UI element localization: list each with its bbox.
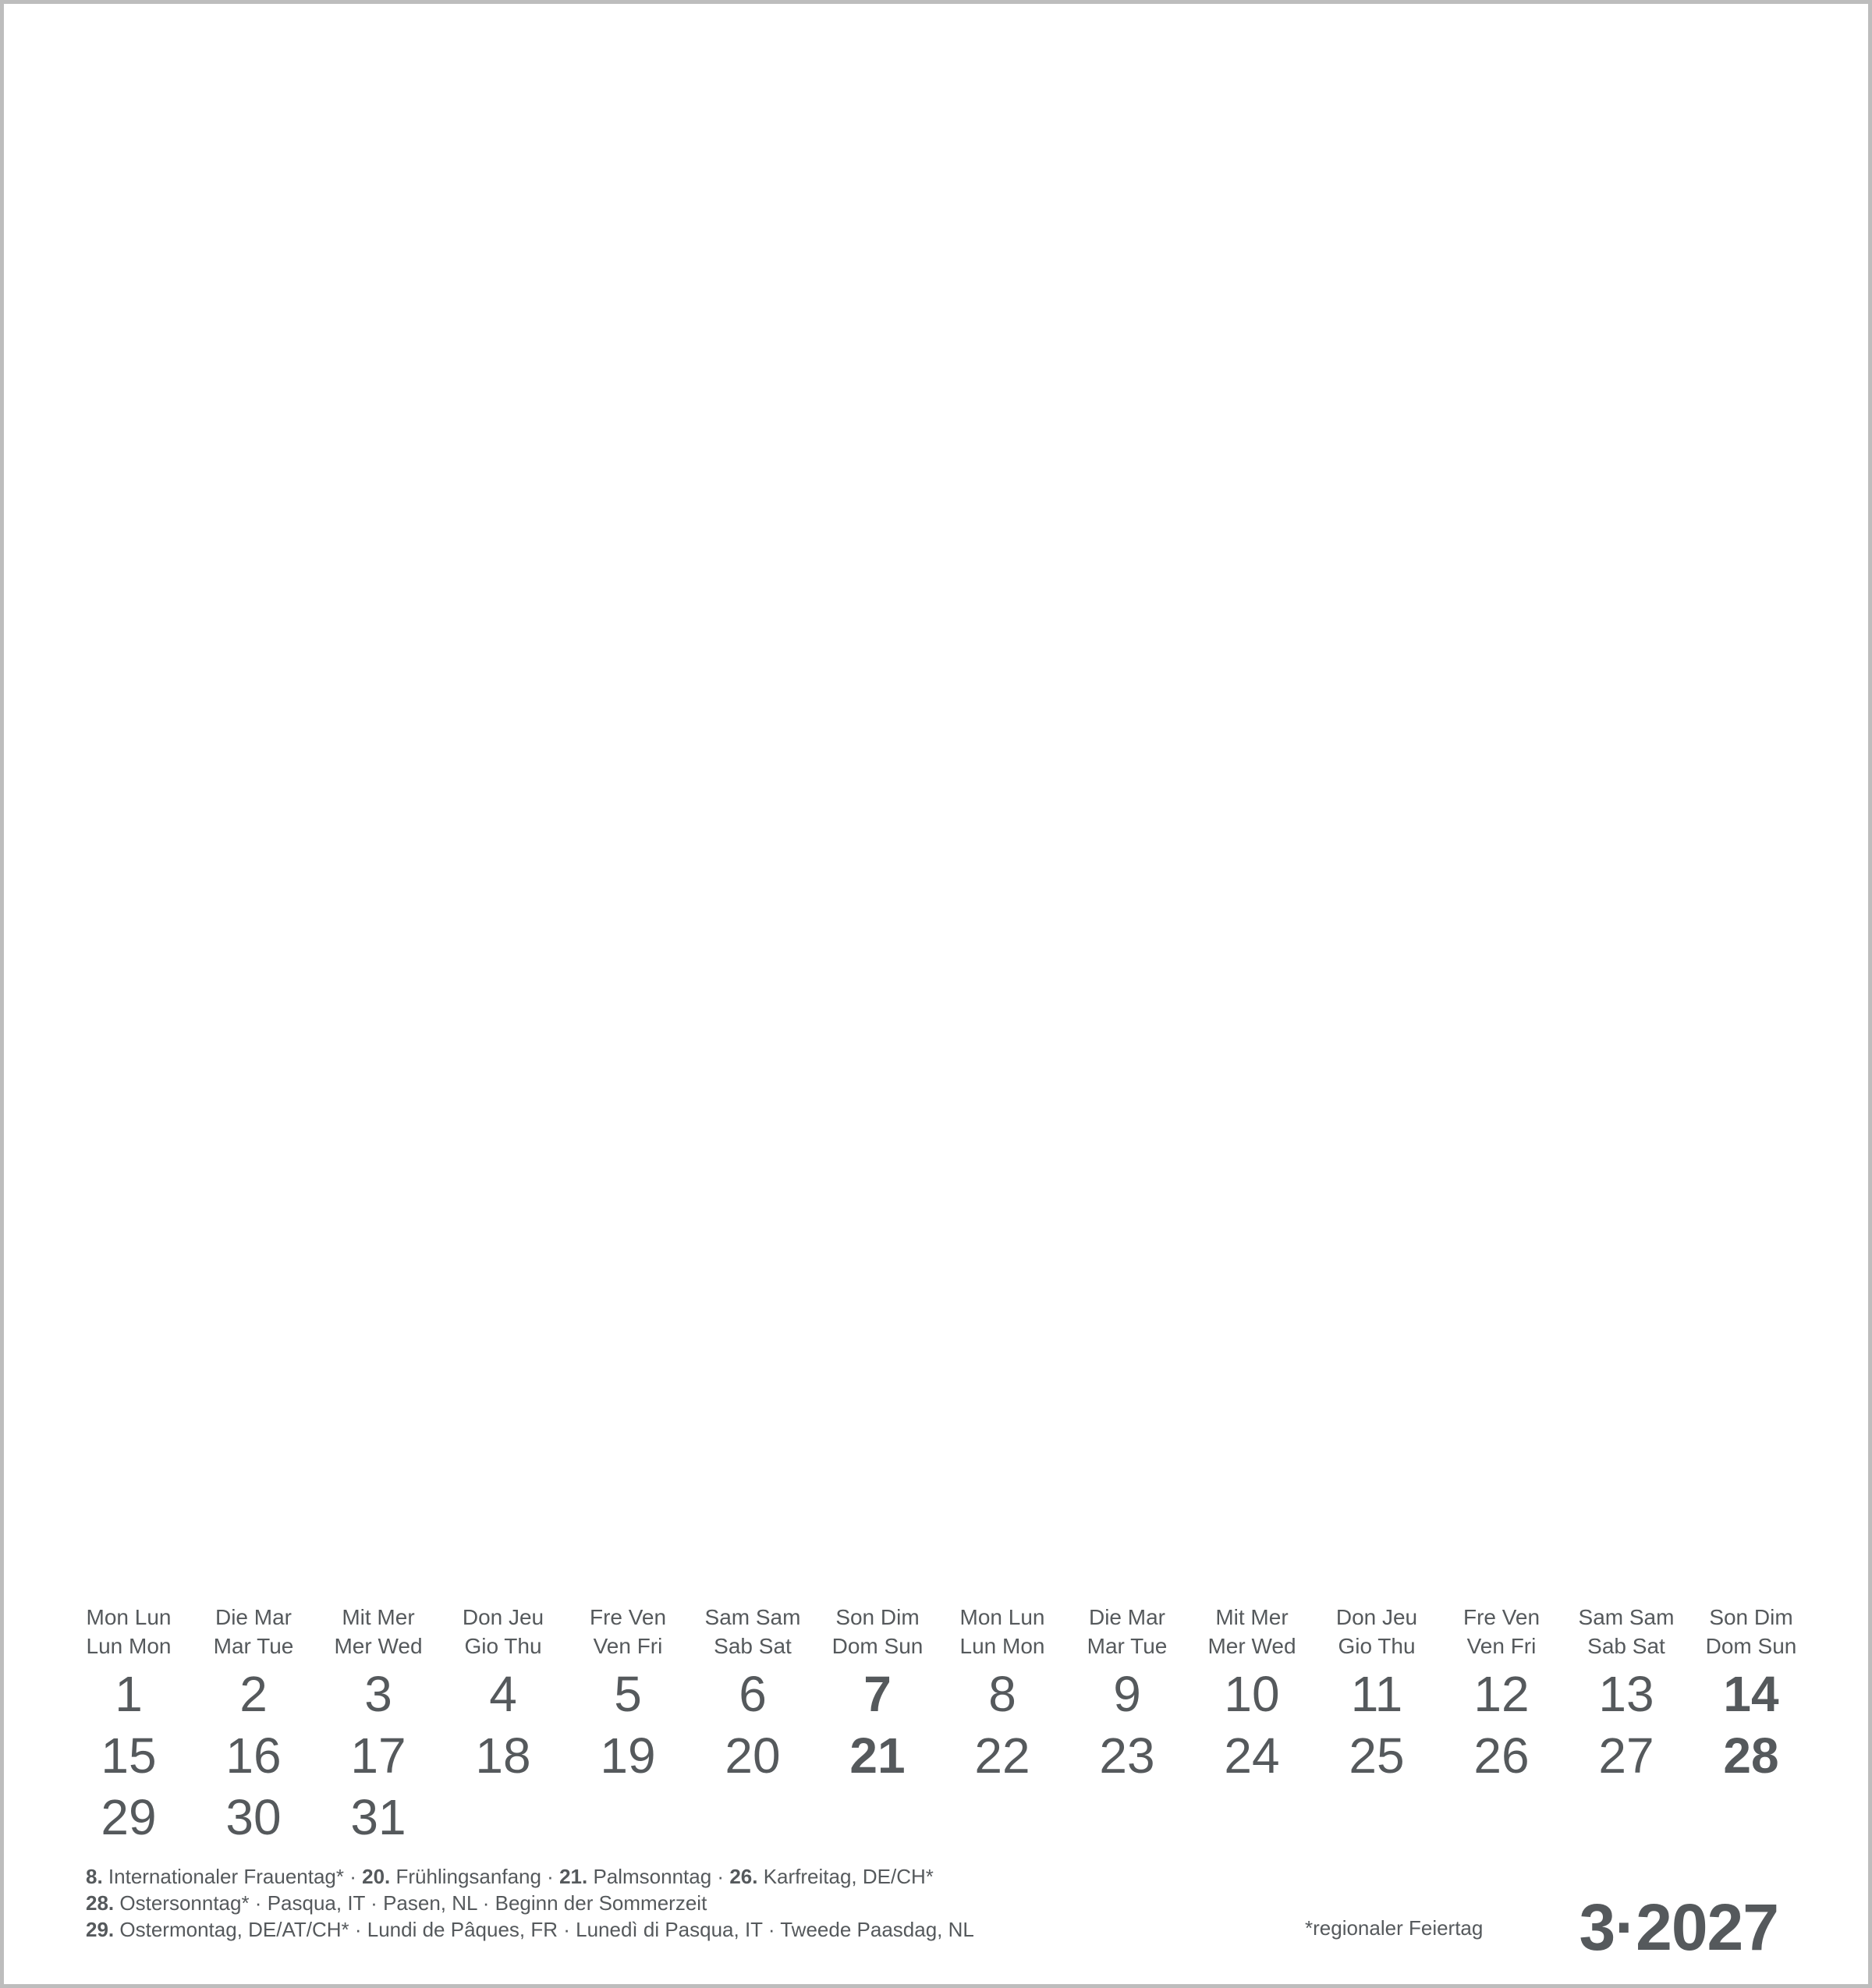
- sunday-date: 21: [849, 1728, 906, 1784]
- week-row: [66, 1662, 1814, 1724]
- weekday-label: Fre Ven: [1462, 1605, 1540, 1629]
- weekday-label: Ven Fri: [1466, 1634, 1537, 1658]
- date-cell: 5: [614, 1666, 642, 1722]
- date-cell: 2: [239, 1666, 268, 1722]
- holiday-name: Karfreitag, DE/CH*: [757, 1865, 934, 1888]
- weekday-label: Gio Thu: [1338, 1634, 1416, 1658]
- weekday-header-cell: [690, 1603, 815, 1662]
- date-cell: 31: [350, 1789, 406, 1845]
- weekday-header-cell: [940, 1603, 1065, 1662]
- date-cell: 3: [364, 1666, 392, 1722]
- blank-photo-area: [8, 8, 1872, 1552]
- week-row: [66, 1785, 1814, 1847]
- weekday-header-cell: [191, 1603, 316, 1662]
- holiday-name: Palmsonntag ·: [587, 1865, 730, 1888]
- date-cell: 22: [974, 1728, 1030, 1784]
- date-cell: [1065, 1785, 1190, 1847]
- date-cell: 13: [1598, 1666, 1654, 1722]
- holiday-day-number: 20.: [362, 1865, 391, 1888]
- holiday-note-line: [86, 1890, 1256, 1916]
- holiday-day-number: 8.: [86, 1865, 103, 1888]
- date-cell: [940, 1785, 1065, 1847]
- date-cell: 10: [1224, 1666, 1280, 1722]
- weekday-header-cell: [1689, 1603, 1814, 1662]
- date-cell: [690, 1785, 815, 1847]
- weekday-label: Gio Thu: [464, 1634, 542, 1658]
- sunday-date: 28: [1723, 1728, 1779, 1784]
- month-year-title: 3·2027: [1579, 1891, 1778, 1964]
- footnote: *regionaler Feiertag: [1305, 1916, 1484, 1940]
- weekday-header-cell: [566, 1603, 690, 1662]
- date-cell: 25: [1349, 1728, 1405, 1784]
- holiday-note-line: [86, 1916, 1256, 1943]
- holiday-notes: [86, 1863, 1256, 1943]
- date-cell: 26: [1473, 1728, 1530, 1784]
- date-cell: 4: [489, 1666, 517, 1722]
- weekday-label: Don Jeu: [1335, 1605, 1418, 1629]
- sunday-date: [815, 1785, 940, 1847]
- date-cell: [566, 1785, 690, 1847]
- sunday-date: 14: [1723, 1666, 1779, 1722]
- weekday-label: Sam Sam: [1578, 1605, 1675, 1629]
- date-cell: 9: [1113, 1666, 1141, 1722]
- holiday-day-number: 29.: [86, 1918, 115, 1941]
- weekday-label: Son Dim: [1709, 1605, 1793, 1629]
- date-cell: 6: [739, 1666, 767, 1722]
- date-cell: 27: [1598, 1728, 1654, 1784]
- weekday-label: Son Dim: [835, 1605, 920, 1629]
- weekday-label: Lun Mon: [86, 1634, 172, 1658]
- date-cell: 24: [1224, 1728, 1280, 1784]
- weekday-header-cell: [1314, 1603, 1439, 1662]
- holiday-name: Ostersonntag* · Pasqua, IT · Pasen, NL · Beginn der Sommerzeit: [114, 1891, 707, 1915]
- weekday-label: Mit Mer: [1215, 1605, 1289, 1629]
- weekday-header-cell: [316, 1603, 441, 1662]
- weekday-header-cell: [1190, 1603, 1314, 1662]
- calendar-grid: [66, 1603, 1814, 1847]
- date-cell: 8: [988, 1666, 1016, 1722]
- date-cell: 20: [725, 1728, 781, 1784]
- weekday-header-cell: [815, 1603, 940, 1662]
- holiday-name: Internationaler Frauentag* ·: [102, 1865, 363, 1888]
- holiday-name: Frühlingsanfang ·: [390, 1865, 560, 1888]
- week-row: [66, 1724, 1814, 1785]
- weekday-label: Mon Lun: [959, 1605, 1045, 1629]
- weekday-label: Die Mar: [1088, 1605, 1165, 1629]
- date-cell: 30: [225, 1789, 282, 1845]
- sunday-date: [1689, 1785, 1814, 1847]
- date-cell: [441, 1785, 566, 1847]
- weekday-label: Die Mar: [214, 1605, 292, 1629]
- sunday-date: 7: [863, 1666, 892, 1722]
- weekday-label: Sab Sat: [714, 1634, 792, 1658]
- date-cell: 15: [101, 1728, 157, 1784]
- date-cell: 23: [1099, 1728, 1155, 1784]
- weekday-label: Ven Fri: [593, 1634, 663, 1658]
- date-cell: 19: [600, 1728, 656, 1784]
- weekday-label: Sab Sat: [1587, 1634, 1665, 1658]
- date-cell: 12: [1473, 1666, 1530, 1722]
- date-cell: [1564, 1785, 1689, 1847]
- date-cell: 11: [1350, 1666, 1403, 1722]
- weekday-header-row: [66, 1603, 1814, 1662]
- holiday-note-line: [86, 1863, 1256, 1890]
- holiday-day-number: 21.: [559, 1865, 588, 1888]
- weekday-label: Fre Ven: [589, 1605, 667, 1629]
- weekday-label: Lun Mon: [959, 1634, 1045, 1658]
- weekday-label: Dom Sun: [831, 1634, 924, 1658]
- date-cell: [1439, 1785, 1564, 1847]
- holiday-name: Ostermontag, DE/AT/CH* · Lundi de Pâques, FR · Lunedì di Pasqua, IT · Tweede Paasdag, NL: [114, 1918, 974, 1941]
- weekday-header-cell: [1564, 1603, 1689, 1662]
- date-cell: 16: [225, 1728, 282, 1784]
- weekday-label: Mon Lun: [86, 1605, 172, 1629]
- date-cell: 29: [101, 1789, 157, 1845]
- weekday-label: Mer Wed: [1207, 1634, 1296, 1658]
- holiday-day-number: 26.: [729, 1865, 758, 1888]
- date-cell: [1314, 1785, 1439, 1847]
- weekday-label: Sam Sam: [704, 1605, 801, 1629]
- date-cell: 18: [475, 1728, 531, 1784]
- weekday-header-cell: [1065, 1603, 1190, 1662]
- weekday-header-cell: [1439, 1603, 1564, 1662]
- weekday-label: Dom Sun: [1705, 1634, 1797, 1658]
- weekday-header-cell: [441, 1603, 566, 1662]
- weekday-label: Don Jeu: [462, 1605, 544, 1629]
- date-cell: 1: [115, 1666, 143, 1722]
- weekday-header-cell: [66, 1603, 191, 1662]
- weekday-label: Mit Mer: [342, 1605, 415, 1629]
- weekday-label: Mar Tue: [213, 1634, 294, 1658]
- date-cell: 17: [350, 1728, 406, 1784]
- weekday-label: Mer Wed: [334, 1634, 423, 1658]
- date-cell: [1190, 1785, 1314, 1847]
- weekday-label: Mar Tue: [1087, 1634, 1168, 1658]
- holiday-day-number: 28.: [86, 1891, 115, 1915]
